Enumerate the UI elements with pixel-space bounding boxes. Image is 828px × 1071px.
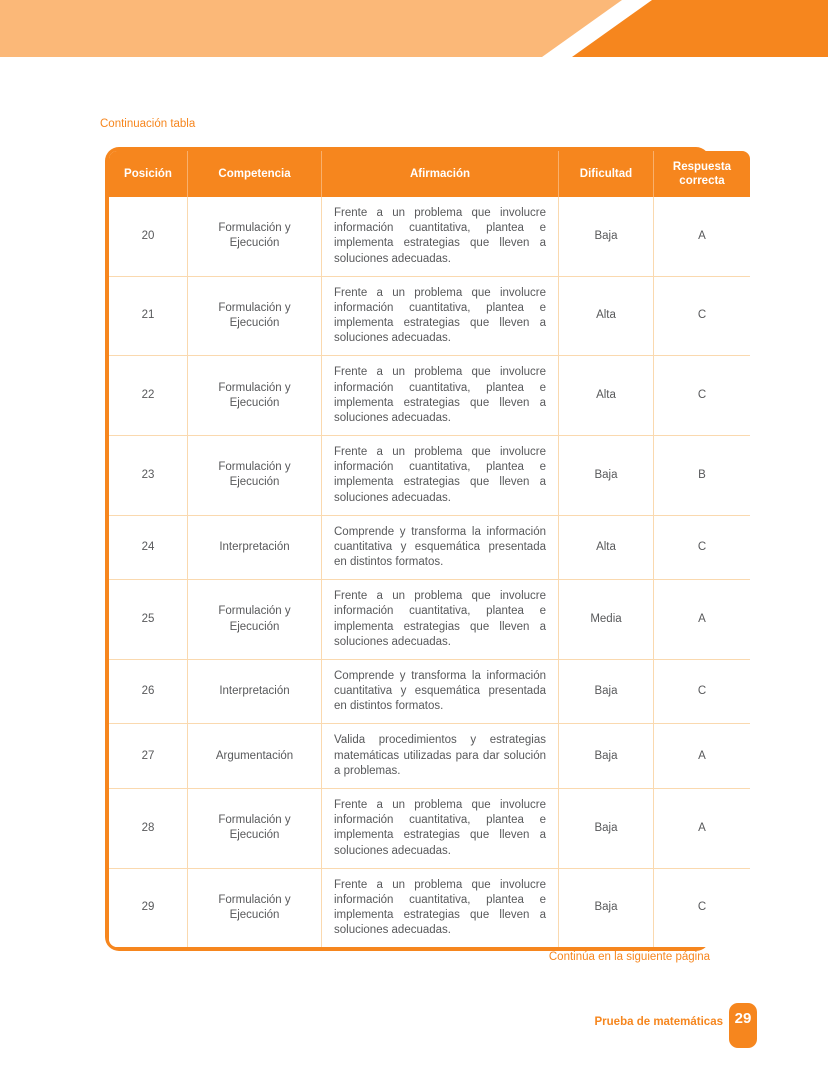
cell-afirmacion: Frente a un problema que involucre información cuantitativa, plantea e implementa estrategias que lleven a soluciones adecuadas.	[321, 788, 558, 868]
cell-dificultad: Baja	[558, 868, 653, 948]
cell-posicion: 25	[109, 579, 187, 659]
cell-competencia: Formulación y Ejecución	[187, 788, 321, 868]
cell-posicion: 20	[109, 197, 187, 276]
column-header-respuesta: Respuesta correcta	[653, 151, 750, 197]
cell-dificultad: Alta	[558, 276, 653, 356]
table-row	[109, 659, 750, 724]
cell-respuesta: A	[653, 723, 750, 788]
cell-posicion: 27	[109, 723, 187, 788]
cell-afirmacion: Frente a un problema que involucre información cuantitativa, plantea e implementa estrategias que lleven a soluciones adecuadas.	[321, 355, 558, 435]
column-header-competencia: Competencia	[187, 151, 321, 197]
cell-afirmacion: Comprende y transforma la información cuantitativa y esquemática presentada en distintos formatos.	[321, 659, 558, 724]
cell-respuesta: A	[653, 788, 750, 868]
cell-competencia: Formulación y Ejecución	[187, 276, 321, 356]
cell-posicion: 23	[109, 435, 187, 515]
cell-afirmacion: Frente a un problema que involucre información cuantitativa, plantea e implementa estrategias que lleven a soluciones adecuadas.	[321, 197, 558, 276]
table-row	[109, 515, 750, 580]
cell-dificultad: Baja	[558, 723, 653, 788]
cell-afirmacion: Frente a un problema que involucre información cuantitativa, plantea e implementa estrategias que lleven a soluciones adecuadas.	[321, 276, 558, 356]
cell-respuesta: C	[653, 659, 750, 724]
table-header	[109, 151, 750, 197]
table-header-row	[109, 151, 750, 197]
page-number: 29	[734, 1010, 752, 1027]
cell-respuesta: C	[653, 355, 750, 435]
cell-posicion: 26	[109, 659, 187, 724]
table-row	[109, 723, 750, 788]
cell-respuesta: B	[653, 435, 750, 515]
cell-competencia: Interpretación	[187, 515, 321, 580]
cell-posicion: 21	[109, 276, 187, 356]
column-header-posicion: Posición	[109, 151, 187, 197]
cell-afirmacion: Frente a un problema que involucre información cuantitativa, plantea e implementa estrategias que lleven a soluciones adecuadas.	[321, 868, 558, 948]
table-row	[109, 276, 750, 356]
cell-afirmacion: Valida procedimientos y estrategias matemáticas utilizadas para dar solución a problemas.	[321, 723, 558, 788]
cell-respuesta: C	[653, 276, 750, 356]
cell-dificultad: Alta	[558, 515, 653, 580]
cell-afirmacion: Comprende y transforma la información cuantitativa y esquemática presentada en distintos formatos.	[321, 515, 558, 580]
cell-competencia: Formulación y Ejecución	[187, 355, 321, 435]
cell-posicion: 22	[109, 355, 187, 435]
table-row	[109, 197, 750, 276]
cell-respuesta: C	[653, 515, 750, 580]
cell-respuesta: C	[653, 868, 750, 948]
cell-respuesta: A	[653, 579, 750, 659]
table-row	[109, 435, 750, 515]
table-row	[109, 788, 750, 868]
cell-dificultad: Media	[558, 579, 653, 659]
cell-respuesta: A	[653, 197, 750, 276]
footer-section-label: Prueba de matemáticas	[594, 1016, 723, 1028]
results-table	[105, 147, 732, 951]
cell-competencia: Formulación y Ejecución	[187, 435, 321, 515]
cell-competencia: Formulación y Ejecución	[187, 579, 321, 659]
cell-afirmacion: Frente a un problema que involucre información cuantitativa, plantea e implementa estrategias que lleven a soluciones adecuadas.	[321, 579, 558, 659]
page-header-band	[0, 0, 828, 57]
table-row	[109, 355, 750, 435]
table-continuation-note: Continuación tabla	[100, 118, 196, 130]
table-row	[109, 579, 750, 659]
cell-competencia: Formulación y Ejecución	[187, 868, 321, 948]
cell-competencia: Formulación y Ejecución	[187, 197, 321, 276]
column-header-dificultad: Dificultad	[558, 151, 653, 197]
cell-competencia: Argumentación	[187, 723, 321, 788]
cell-posicion: 28	[109, 788, 187, 868]
cell-dificultad: Baja	[558, 435, 653, 515]
cell-dificultad: Baja	[558, 197, 653, 276]
cell-dificultad: Baja	[558, 659, 653, 724]
cell-dificultad: Alta	[558, 355, 653, 435]
cell-afirmacion: Frente a un problema que involucre información cuantitativa, plantea e implementa estrategias que lleven a soluciones adecuadas.	[321, 435, 558, 515]
table-body	[109, 197, 750, 947]
table-row	[109, 868, 750, 948]
results-table-grid	[109, 151, 750, 947]
cell-dificultad: Baja	[558, 788, 653, 868]
cell-posicion: 29	[109, 868, 187, 948]
continues-next-page-note: Continúa en la siguiente página	[548, 951, 710, 963]
column-header-afirmacion: Afirmación	[321, 151, 558, 197]
cell-posicion: 24	[109, 515, 187, 580]
page-number-tab	[729, 1003, 757, 1048]
cell-competencia: Interpretación	[187, 659, 321, 724]
